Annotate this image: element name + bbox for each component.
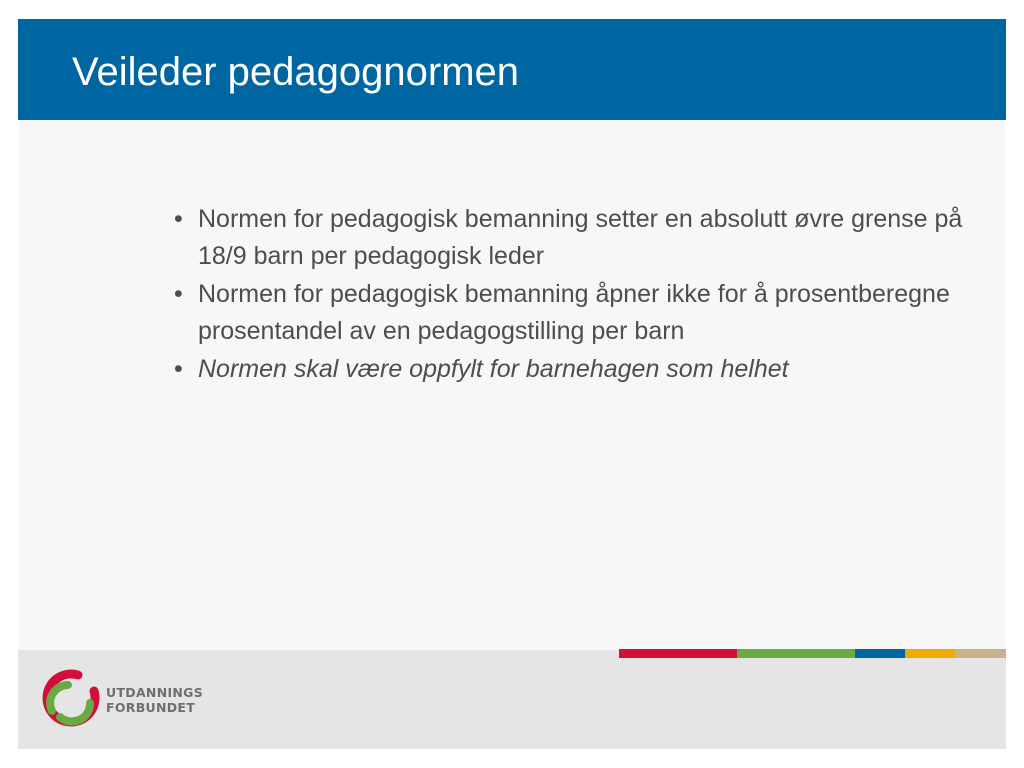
utdanningsforbundet-logo [38, 667, 218, 733]
bullet-text: Normen for pedagogisk bemanning setter en absolutt øvre grense på 18/9 barn per pedagogisk leder [198, 205, 963, 270]
stripe-green [737, 649, 855, 658]
slide-title: Veileder pedagognormen [72, 50, 520, 94]
bullet-list [174, 201, 974, 389]
bullet-item [174, 276, 974, 350]
bullet-item [174, 201, 974, 275]
bullet-marker: • [174, 205, 183, 233]
logo-wordmark [106, 685, 203, 715]
stripe-beige [955, 649, 1006, 658]
bullet-item [174, 351, 974, 388]
logo-line-2: FORBUNDET [106, 700, 196, 715]
stripe-blue [855, 649, 905, 658]
stripe-red [619, 649, 737, 658]
slide [18, 19, 1006, 749]
title-bar [18, 19, 1006, 120]
stripe-yellow [905, 649, 955, 658]
bullet-marker: • [174, 355, 183, 383]
bullet-text: Normen for pedagogisk bemanning åpner ikke for å prosentberegne prosentandel av en pedagogstilling per barn [198, 280, 950, 345]
logo-line-1: UTDANNINGS [106, 685, 204, 700]
utdanningsforbundet-logo-icon [38, 667, 102, 733]
bullet-text: Normen skal være oppfylt for barnehagen som helhet [198, 355, 789, 383]
bullet-marker: • [174, 280, 183, 308]
